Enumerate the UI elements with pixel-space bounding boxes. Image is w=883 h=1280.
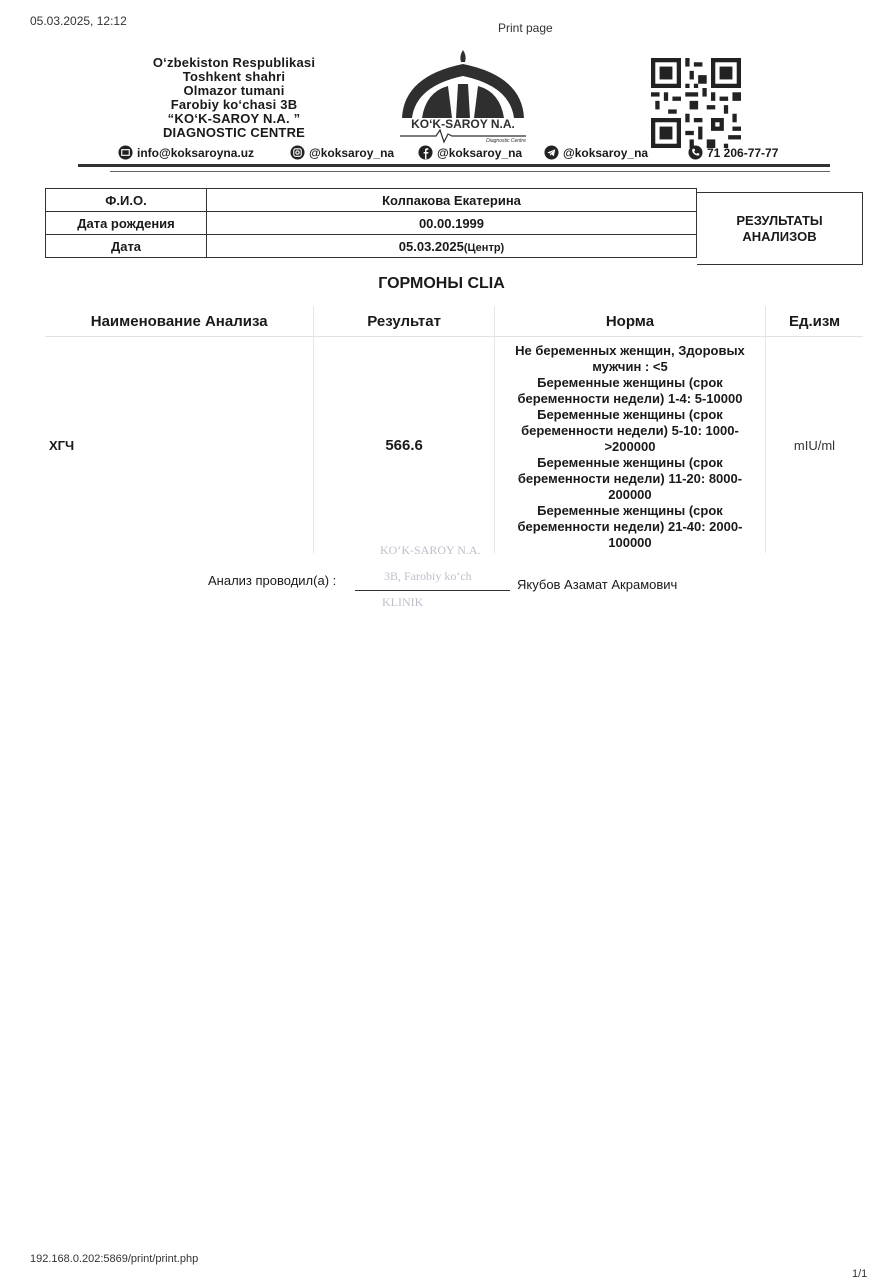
telegram-icon [544,145,559,160]
contacts-bar [118,145,818,165]
stamp-line: KLINIK [382,595,424,609]
logo-name: KO‘K-SAROY N.A. [411,117,515,131]
header-unit: Ед.изм [766,306,864,337]
patient-name-row [46,189,697,212]
contact-telegram-text: @koksaroy_na [563,145,649,160]
stamp-line: 3B, Farobiy ko‘ch [384,569,472,583]
org-line: Olmazor tumani [183,83,285,98]
table-row [45,337,863,554]
org-line: DIAGNOSTIC CENTRE [162,125,306,140]
clinic-logo [396,48,530,144]
stamp-line: KO‘K-SAROY N.A. [380,543,481,557]
email-icon [118,145,133,160]
qr-code [651,58,741,148]
doctor-name: Якубов Азамат Акрамович [517,577,678,592]
org-line: Toshkent shahri [182,69,286,84]
test-norm [494,337,765,554]
test-result: 566.6 [314,337,495,554]
patient-info-table [45,188,697,258]
print-page-title: Print page [498,21,553,35]
header-divider [78,164,830,167]
contact-facebook-text: @koksaroy_na [437,145,523,160]
contact-phone-text: 71 206-77-77 [707,145,779,160]
patient-date-row [46,235,697,258]
patient-date-label: Дата [46,235,207,258]
facebook-icon [418,145,433,160]
instagram-icon [290,145,305,160]
test-unit: mIU/ml [793,437,836,453]
header-divider-thin [110,171,830,172]
patient-dob-label: Дата рождения [46,212,207,235]
print-url: 192.168.0.202:5869/print/print.php [30,1253,199,1265]
header-norm: Норма [494,306,765,337]
results-header-row [45,306,863,337]
results-table [45,306,863,553]
header-result: Результат [314,306,495,337]
norm-line: Беременные женщины (срок беременности недели) 11-20: 8000-200000 [517,455,743,502]
norm-line: Беременные женщины (срок беременности недели) 1-4: 5-10000 [517,375,743,406]
phone-icon [688,145,703,160]
norm-line: Не беременных женщин, Здоровых мужчин : <5 [515,343,745,374]
logo-subtitle: Diagnostic Centre [486,138,526,144]
patient-date: 05.03.2025 [398,238,464,254]
norm-line: Беременные женщины (срок беременности недели) 21-40: 2000-100000 [517,503,743,550]
contact-facebook [418,145,522,160]
org-line: O‘zbekiston Respublikasi [152,55,316,70]
organization-address [120,56,348,140]
org-line: “KO‘K-SAROY N.A. ” [167,111,301,126]
contact-instagram [290,145,394,160]
contact-telegram [544,145,648,160]
contact-phone [688,145,778,160]
header-test-name: Наименование Анализа [45,306,314,337]
performer-label: Анализ проводил(а) : [208,573,337,588]
results-box-text: РЕЗУЛЬТАТЫ АНАЛИЗОВ [736,212,823,244]
contact-email [118,145,254,160]
patient-name: Колпакова Екатерина [207,189,697,212]
section-title: ГОРМОНЫ CLIA [378,275,505,292]
results-box [697,192,863,265]
org-line: Farobiy ko‘chasi 3B [170,97,298,112]
clinic-stamp [376,538,506,616]
patient-date-cell [207,235,697,258]
norm-line: Беременные женщины (срок беременности недели) 5-10: 1000->200000 [521,407,739,454]
contact-instagram-text: @koksaroy_na [309,145,395,160]
page-number: 1/1 [852,1268,868,1280]
patient-name-label: Ф.И.О. [46,189,207,212]
contact-email-text: info@koksaroyna.uz [137,145,255,160]
print-timestamp: 05.03.2025, 12:12 [30,14,127,28]
patient-dob: 00.00.1999 [207,212,697,235]
test-name: ХГЧ [45,337,314,554]
patient-branch: (Центр) [463,241,505,254]
patient-dob-row [46,212,697,235]
